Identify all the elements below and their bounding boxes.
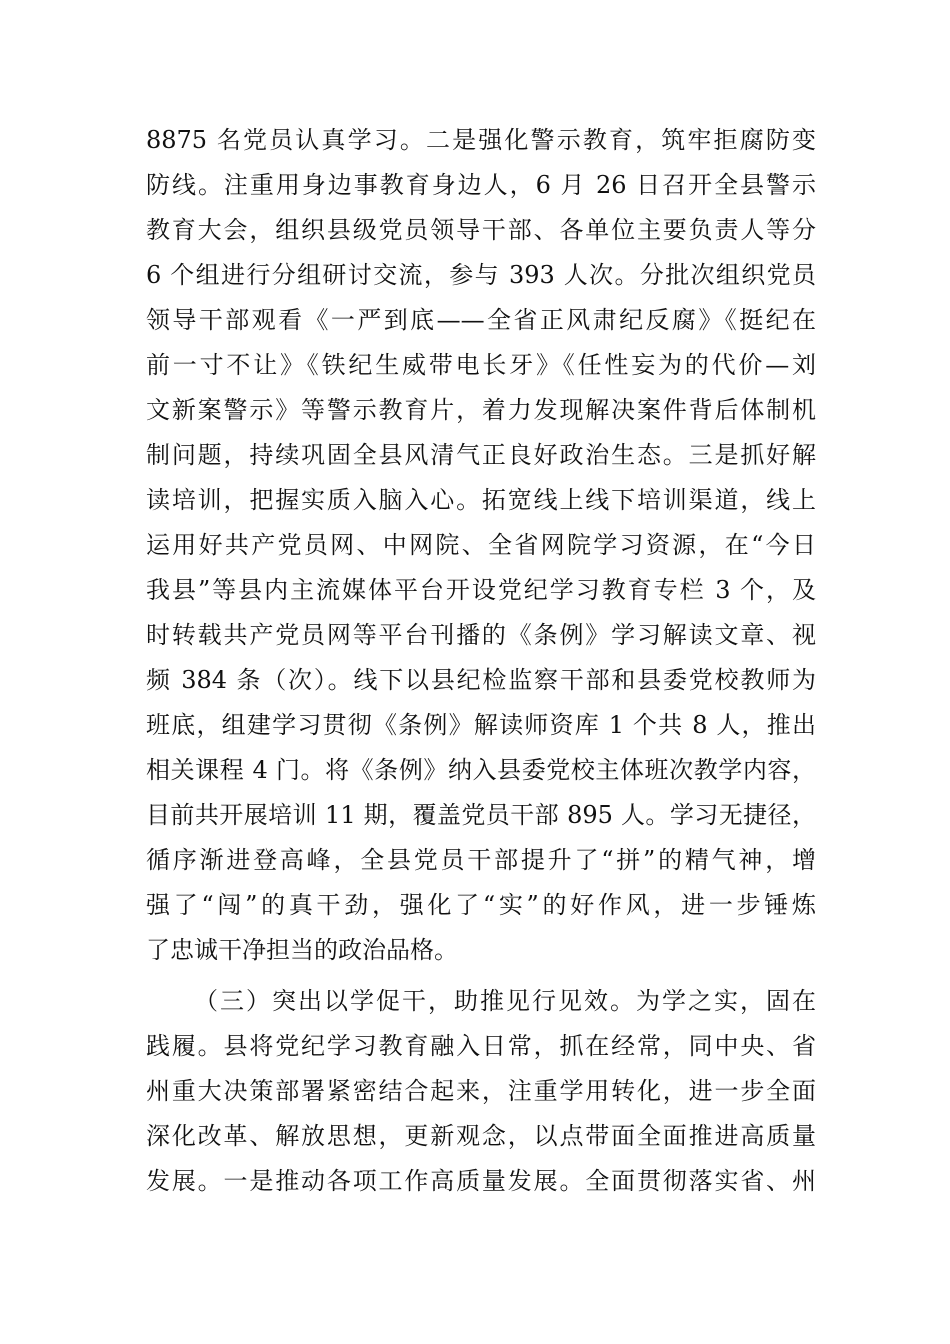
- paragraph-2: [146, 979, 816, 1204]
- paragraph-1-line: 制问题，持续巩固全县风清气正良好政治生态。三是抓好解: [146, 441, 816, 469]
- paragraph-2-line: 州重大决策部署紧密结合起来，注重学用转化，进一步全面: [146, 1077, 816, 1105]
- body-text: [146, 118, 816, 1204]
- paragraph-1-line: 运用好共产党员网、中网院、全省网院学习资源，在“今日: [146, 531, 816, 559]
- paragraph-1-line: 时转载共产党员网等平台刊播的《条例》学习解读文章、视: [146, 621, 816, 649]
- paragraph-1-line: 防线。注重用身边事教育身边人，6 月 26 日召开全县警示: [146, 171, 816, 199]
- paragraph-1-line: 前一寸不让》《铁纪生威带电长牙》《任性妄为的代价—刘: [146, 351, 816, 379]
- paragraph-1-line: 循序渐进登高峰，全县党员干部提升了“拼”的精气神，增: [146, 846, 816, 874]
- paragraph-2-line: 发展。一是推动各项工作高质量发展。全面贯彻落实省、州: [146, 1167, 816, 1195]
- paragraph-1-line: 6 个组进行分组研讨交流，参与 393 人次。分批次组织党员: [146, 261, 816, 289]
- paragraph-1-line: 班底，组建学习贯彻《条例》解读师资库 1 个共 8 人，推出: [146, 711, 816, 739]
- paragraph-1-line: 文新案警示》等警示教育片，着力发现解决案件背后体制机: [146, 396, 816, 424]
- paragraph-1-line: 教育大会，组织县级党员领导干部、各单位主要负责人等分: [146, 216, 816, 244]
- paragraph-1-line: 强了“闯”的真干劲，强化了“实”的好作风，进一步锤炼: [146, 891, 816, 919]
- paragraph-1-line: 读培训，把握实质入脑入心。拓宽线上线下培训渠道，线上: [146, 486, 816, 514]
- paragraph-1-line: 了忠诚干净担当的政治品格。: [146, 936, 458, 964]
- paragraph-1-line: 目前共开展培训 11 期，覆盖党员干部 895 人。学习无捷径，: [146, 801, 816, 829]
- paragraph-2-line: 深化改革、解放思想，更新观念，以点带面全面推进高质量: [146, 1122, 816, 1150]
- section-heading-line: （三）突出以学促干，助推见行见效。为学之实，固在: [194, 987, 816, 1015]
- paragraph-1-line: 频 384 条（次）。线下以县纪检监察干部和县委党校教师为: [146, 666, 816, 694]
- paragraph-1-line: 领导干部观看《一严到底——全省正风肃纪反腐》《挺纪在: [146, 306, 816, 334]
- paragraph-1-line: 相关课程 4 门。将《条例》纳入县委党校主体班次教学内容，: [146, 756, 816, 784]
- paragraph-2-line: 践履。县将党纪学习教育融入日常，抓在经常，同中央、省: [146, 1032, 816, 1060]
- paragraph-1: [146, 118, 816, 973]
- paragraph-1-line: 我县”等县内主流媒体平台开设党纪学习教育专栏 3 个，及: [146, 576, 816, 604]
- paragraph-1-line: 8875 名党员认真学习。二是强化警示教育，筑牢拒腐防变: [146, 126, 816, 154]
